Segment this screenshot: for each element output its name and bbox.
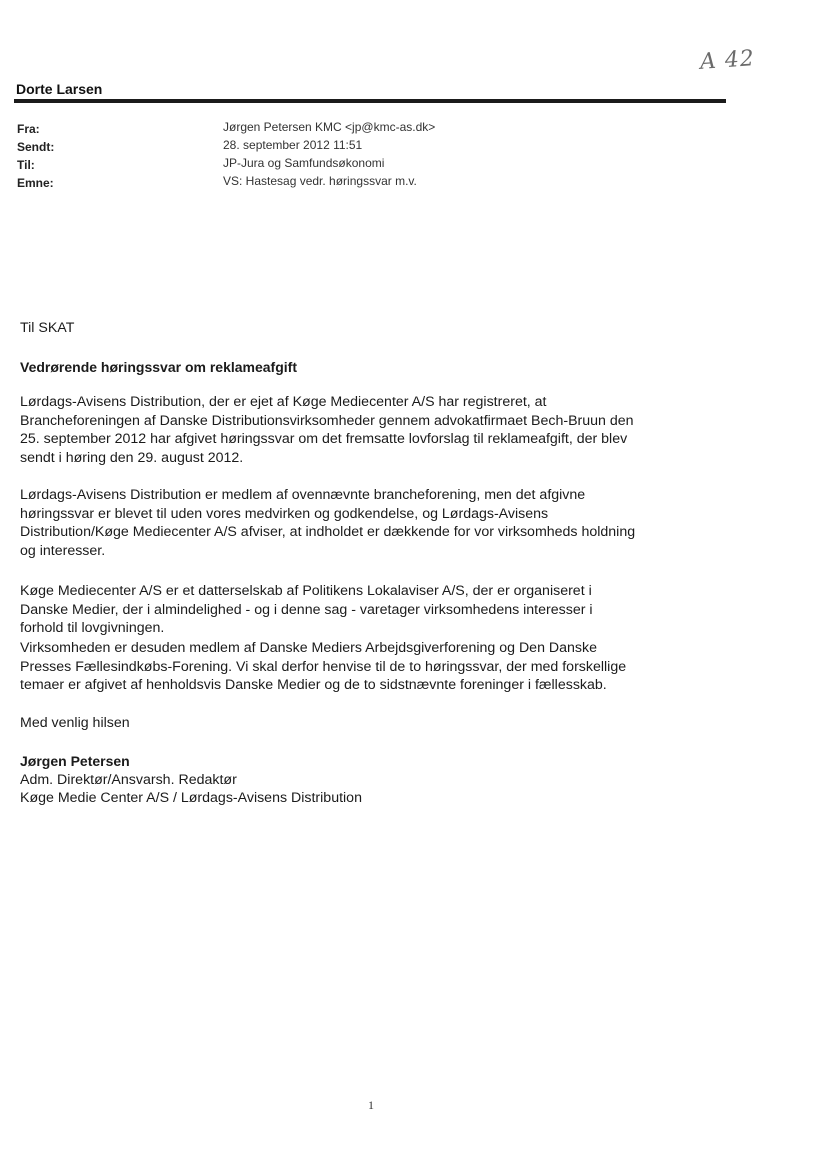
paragraph-4 bbox=[20, 639, 740, 695]
signature bbox=[20, 752, 740, 808]
handwritten-annotation: A 42 bbox=[699, 46, 756, 75]
letter-heading: Vedrørende høringssvar om reklameafgift bbox=[20, 359, 297, 375]
to-value: JP-Jura og Samfundsøkonomi bbox=[223, 156, 385, 170]
paragraph-line: Køge Mediecenter A/S er et datterselskab af Politikens Lokalaviser A/S, der er organiseret i bbox=[20, 583, 592, 599]
header-divider bbox=[14, 99, 726, 103]
paragraph-line: Presses Fællesindkøbs-Forening. Vi skal derfor henvise til de to høringssvar, der med forskellige bbox=[20, 658, 627, 675]
sent-label: Sendt: bbox=[17, 140, 55, 154]
closing: Med venlig hilsen bbox=[20, 715, 130, 731]
mailbox-owner-name: Dorte Larsen bbox=[16, 81, 103, 97]
paragraph-line: Distribution/Køge Mediecenter A/S afviser, at indholdet er dækkende for vor virksomheds holdning bbox=[20, 524, 636, 540]
paragraph-line: sendt i høring den 29. august 2012. bbox=[20, 449, 244, 466]
signature-name: Jørgen Petersen bbox=[20, 753, 130, 769]
paragraph-line: 25. september 2012 har afgivet høringssvar om det fremsatte lovforslag til reklameafgift, der blev bbox=[20, 431, 628, 447]
paragraph-line: Lørdags-Avisens Distribution er medlem af ovennævnte brancheforening, men det afgivne bbox=[20, 487, 586, 503]
paragraph-line: forhold til lovgivningen. bbox=[20, 620, 165, 636]
from-label: Fra: bbox=[17, 122, 40, 136]
paragraph-line: og interesser. bbox=[20, 542, 106, 559]
paragraph-1 bbox=[20, 393, 740, 467]
paragraph-line: Brancheforeningen af Danske Distributionsvirksomheder gennem advokatfirmaet Bech-Bruun den bbox=[20, 412, 634, 429]
subject-label: Emne: bbox=[17, 176, 54, 190]
from-value: Jørgen Petersen KMC <jp@kmc-as.dk> bbox=[223, 120, 436, 134]
signature-title: Adm. Direktør/Ansvarsh. Redaktør bbox=[20, 771, 237, 788]
sent-value: 28. september 2012 11:51 bbox=[223, 138, 363, 152]
paragraph-2 bbox=[20, 486, 740, 560]
to-label: Til: bbox=[17, 158, 35, 172]
subject-value: VS: Hastesag vedr. høringssvar m.v. bbox=[223, 174, 417, 188]
paragraph-line: Danske Medier, der i almindelighed - og i denne sag - varetager virksomhedens interesser i bbox=[20, 601, 593, 618]
page-number: 1 bbox=[368, 1098, 374, 1112]
signature-company: Køge Medie Center A/S / Lørdags-Avisens Distribution bbox=[20, 790, 362, 806]
paragraph-line: høringssvar er blevet til uden vores medvirken og godkendelse, og Lørdags-Avisens bbox=[20, 505, 549, 522]
paragraph-3 bbox=[20, 582, 740, 638]
paragraph-line: Lørdags-Avisens Distribution, der er ejet af Køge Mediecenter A/S har registreret, at bbox=[20, 394, 547, 410]
greeting: Til SKAT bbox=[20, 320, 75, 336]
paragraph-line: Virksomheden er desuden medlem af Danske Mediers Arbejdsgiverforening og Den Danske bbox=[20, 640, 598, 656]
paragraph-line: temaer er afgivet af henholdsvis Danske Medier og de to sidstnævnte foreninger i fællesskab. bbox=[20, 677, 607, 693]
